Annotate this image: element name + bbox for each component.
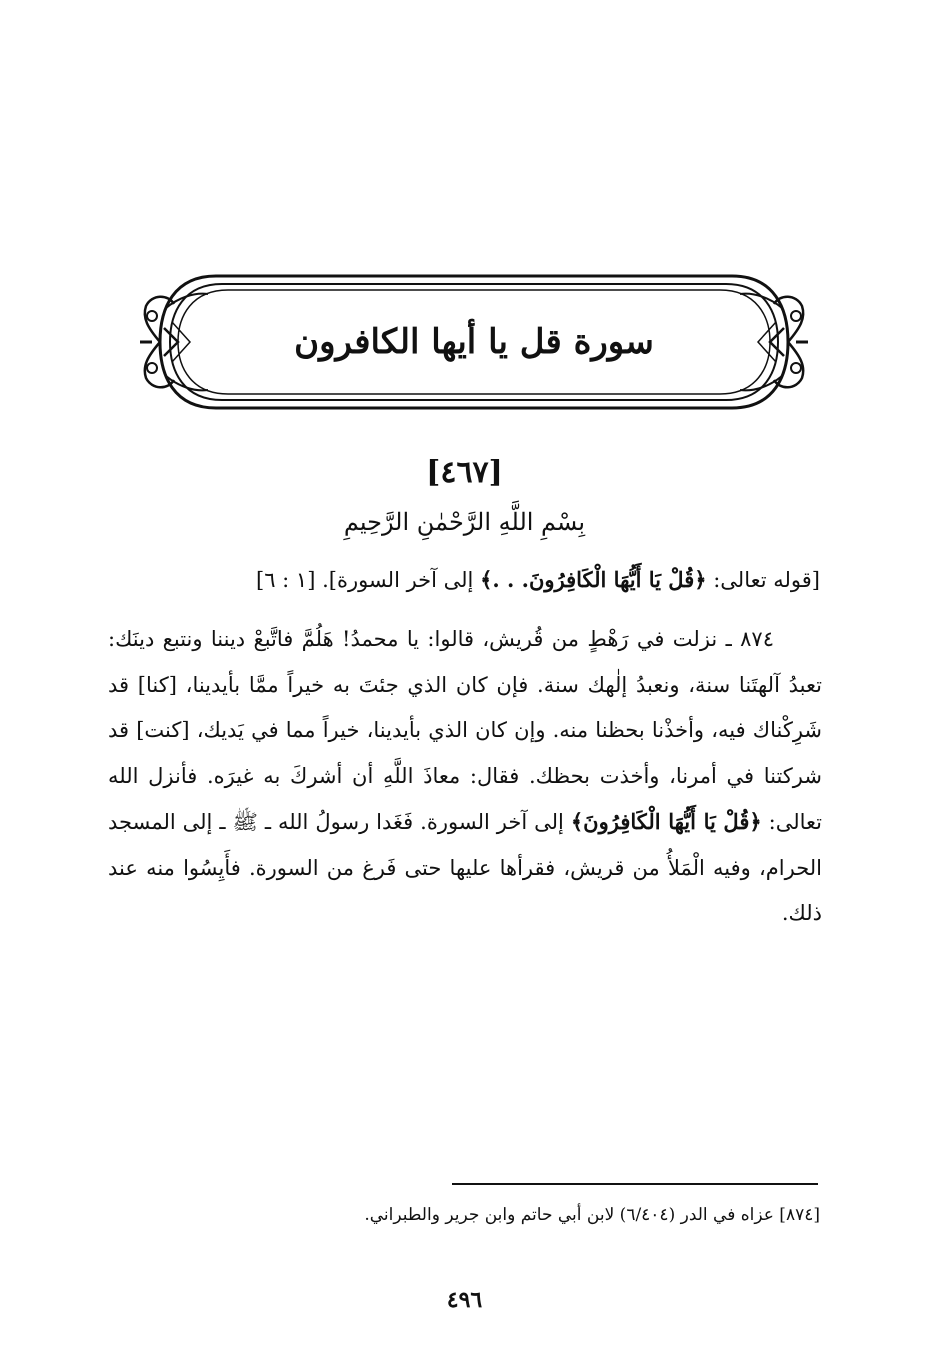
page-number: ٤٩٦ (446, 1287, 483, 1313)
hadith-body (108, 617, 822, 937)
basmala: بِسْمِ اللَّهِ الرَّحْمٰنِ الرَّحِيمِ (343, 508, 586, 536)
footnote-divider (452, 1183, 818, 1185)
body-part-1: ٨٧٤ ـ نزلت في رَهْطٍ من قُريش، قالوا: يا محمدُ! هَلُمَّ فاتَّبعْ ديننا ونتبع دينَك: تعبدُ آلهتَنا سنة، ونعبدُ إلٰهك سنة. فإن كان الذي جئتَ به خيراً ممَّا بأيدينا، [كنا] قد شَرِكْناك فيه، وأخذْنا بحظنا منه. وإن كان الذي بأيدينا، خيراً مما في يَديك، [كنت] قد شركتنا في أمرنا، وأخذت بحظك. فقال: معاذَ اللَّهِ أن أشركَ به غيرَه. فأنزل الله تعالى: (108, 627, 822, 834)
body-quran-quote: ﴿قُلْ يَا أَيُّهَا الْكَافِرُونَ﴾ (570, 809, 762, 834)
verse-reference (110, 567, 820, 592)
footnote: [٨٧٤] عزاه في الدر (٦/٤٠٤) لابن أبي حاتم وابن جرير والطبراني. (364, 1205, 820, 1225)
surah-title: سورة قل يا أيها الكافرون (294, 322, 654, 362)
body-part-2: إلى آخر السورة. فَغَدا رسولُ الله ـ ﷺ ـ إلى المسجد الحرام، وفيه الْمَلأُ من قريش، فقرأها عليها حتى فَرغ من السورة. فأَيِسُوا منه عند ذلك. (108, 810, 822, 925)
hadith-number: [٤٦٧] (426, 455, 503, 490)
verse-ref-suffix: إلى آخر السورة]. [١ : ٦] (256, 568, 481, 592)
surah-title-banner (138, 268, 810, 416)
verse-ref-prefix: [قوله تعالى: (706, 568, 820, 592)
verse-ref-quran: ﴿قُلْ يَا أَيُّهَا الْكَافِرُونَ. . .﴾ (480, 567, 707, 592)
